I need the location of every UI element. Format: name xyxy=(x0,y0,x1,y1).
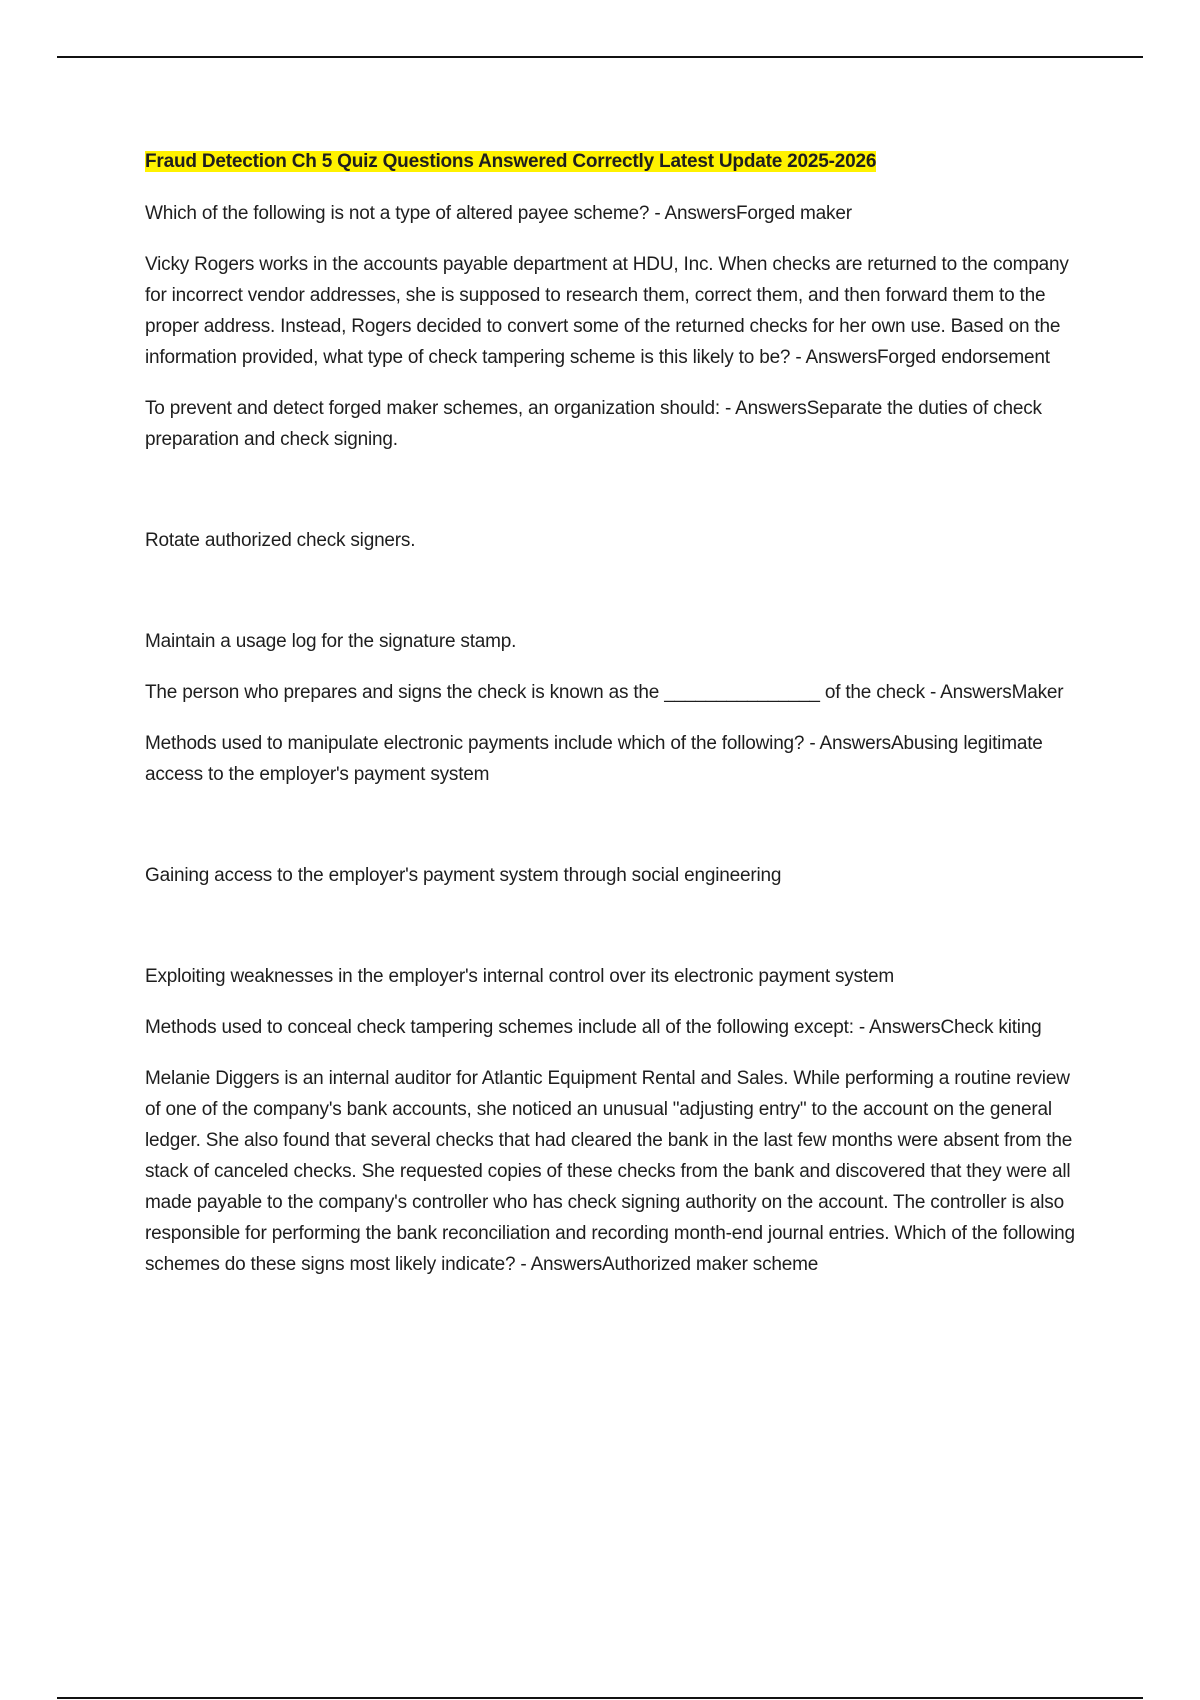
paragraph-q3-answer-3: Maintain a usage log for the signature stamp. xyxy=(145,631,517,652)
paragraph-q7: Melanie Diggers is an internal auditor for Atlantic Equipment Rental and Sales. While performing a routine review of one of the company's bank accounts, she noticed an unusual "adjusting entry" to the account on the general ledger. She also found that several checks that had cleared the bank in the last few months were absent from the stack of canceled checks. She requested copies of these checks from the bank and discovered that they were all made payable to the company's controller who has check signing authority on the account. The controller is also responsible for performing the bank reconciliation and recording month-end journal entries. Which of the following schemes do these signs most likely indicate? - AnswersAuthorized maker scheme xyxy=(145,1068,1075,1275)
document-body xyxy=(145,146,1075,1280)
paragraph-q4: The person who prepares and signs the check is known as the _______________ of the check - AnswersMaker xyxy=(145,682,1064,703)
paragraph-q2: Vicky Rogers works in the accounts payable department at HDU, Inc. When checks are returned to the company for incorrect vendor addresses, she is supposed to research them, correct them, and then forward them to the proper address. Instead, Rogers decided to convert some of the returned checks for her own use. Based on the information provided, what type of check tampering scheme is this likely to be? - AnswersForged endorsement xyxy=(145,254,1069,368)
footer-rule xyxy=(57,1697,1143,1699)
paragraph-q5: Methods used to manipulate electronic payments include which of the following? - AnswersAbusing legitimate access to the employer's payment system xyxy=(145,733,1043,785)
paragraph-q1: Which of the following is not a type of altered payee scheme? - AnswersForged maker xyxy=(145,203,852,224)
paragraph-q5-answer-3: Exploiting weaknesses in the employer's internal control over its electronic payment system xyxy=(145,966,894,987)
paragraph-q3: To prevent and detect forged maker schemes, an organization should: - AnswersSeparate the duties of check preparation and check signing. xyxy=(145,398,1042,450)
paragraph-q3-answer-2: Rotate authorized check signers. xyxy=(145,530,416,551)
title-line xyxy=(145,146,1075,177)
paragraph-q6: Methods used to conceal check tampering schemes include all of the following except: - AnswersCheck kiting xyxy=(145,1017,1042,1038)
header-rule xyxy=(57,56,1143,58)
paragraph-q5-answer-2: Gaining access to the employer's payment system through social engineering xyxy=(145,865,782,886)
document-title: Fraud Detection Ch 5 Quiz Questions Answered Correctly Latest Update 2025-2026 xyxy=(145,151,877,172)
